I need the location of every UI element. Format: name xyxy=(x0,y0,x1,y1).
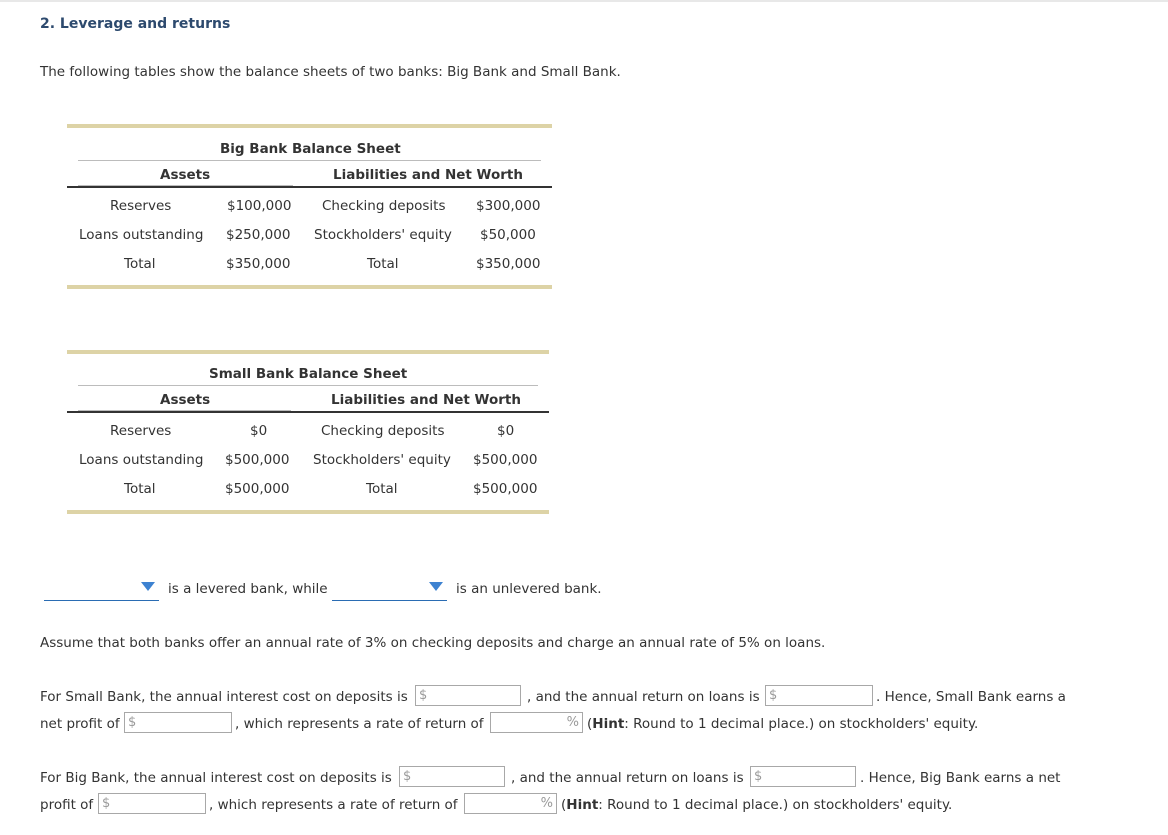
dollar-prefix: $ xyxy=(769,688,778,703)
row-total-label: Total xyxy=(124,481,156,497)
hint-open: ( xyxy=(561,797,567,813)
table-caption: Big Bank Balance Sheet xyxy=(220,141,401,157)
small-bank-q-text-2: , and the annual return on loans is xyxy=(527,689,760,705)
big-bank-rate-of-return-input[interactable] xyxy=(464,793,557,814)
chevron-down-icon xyxy=(429,582,443,591)
row-liab-total-label: Total xyxy=(366,481,398,497)
table-caption: Small Bank Balance Sheet xyxy=(209,366,408,382)
small-bank-hint xyxy=(587,716,978,732)
small-bank-q-text-1: For Small Bank, the annual interest cost on deposits is xyxy=(40,689,408,705)
row-total-label: Total xyxy=(124,256,156,272)
small-bank-rate-of-return-input[interactable] xyxy=(490,712,583,733)
table-top-rule xyxy=(67,124,552,128)
row-equity-value: $50,000 xyxy=(480,227,536,243)
big-bank-net-profit-input[interactable] xyxy=(98,793,206,814)
row-total-value: $350,000 xyxy=(226,256,291,272)
unlevered-text: is an unlevered bank. xyxy=(456,581,602,597)
table-bottom-rule xyxy=(67,285,552,289)
big-bank-net-profit-field[interactable] xyxy=(112,794,204,813)
dollar-prefix: $ xyxy=(754,769,763,784)
row-checking-label: Checking deposits xyxy=(322,198,446,214)
big-bank-rate-of-return-field[interactable] xyxy=(468,794,542,813)
big-bank-loan-return-field[interactable] xyxy=(764,767,854,786)
dollar-prefix: $ xyxy=(419,688,428,703)
row-equity-label: Stockholders' equity xyxy=(313,452,451,468)
row-liab-total-value: $500,000 xyxy=(473,481,538,497)
assets-header: Assets xyxy=(160,392,211,408)
row-checking-value: $300,000 xyxy=(476,198,541,214)
row-loans-value: $250,000 xyxy=(226,227,291,243)
row-liab-total-value: $350,000 xyxy=(476,256,541,272)
small-bank-loan-return-input[interactable] xyxy=(765,685,873,706)
intro-text: The following tables show the balance sheets of two banks: Big Bank and Small Bank. xyxy=(40,64,621,80)
header-rule xyxy=(67,186,552,188)
small-bank-q-text-3: . Hence, Small Bank earns a xyxy=(876,689,1066,705)
row-loans-label: Loans outstanding xyxy=(79,452,204,468)
assumption-text: Assume that both banks offer an annual rate of 3% on checking deposits and charge an annual rate of 5% on loans. xyxy=(40,635,826,651)
big-bank-deposit-cost-input[interactable] xyxy=(399,766,505,787)
percent-suffix: % xyxy=(540,796,553,811)
question-title: 2. Leverage and returns xyxy=(40,16,231,32)
liabilities-header: Liabilities and Net Worth xyxy=(331,392,521,408)
levered-text: is a levered bank, while xyxy=(168,581,328,597)
big-bank-q-text-4: profit of xyxy=(40,797,94,813)
row-loans-value: $500,000 xyxy=(225,452,290,468)
row-checking-label: Checking deposits xyxy=(321,423,445,439)
row-total-value: $500,000 xyxy=(225,481,290,497)
hint-label: Hint xyxy=(592,716,625,732)
row-equity-value: $500,000 xyxy=(473,452,538,468)
row-checking-value: $0 xyxy=(497,423,515,439)
small-bank-rate-of-return-field[interactable] xyxy=(494,713,568,732)
hint-text: : Round to 1 decimal place.) on stockholders' equity. xyxy=(624,716,979,732)
big-bank-deposit-cost-field[interactable] xyxy=(413,767,503,786)
chevron-down-icon xyxy=(141,582,155,591)
row-liab-total-label: Total xyxy=(367,256,399,272)
dollar-prefix: $ xyxy=(403,769,412,784)
levered-bank-dropdown[interactable] xyxy=(44,580,159,601)
row-reserves-label: Reserves xyxy=(110,423,172,439)
caption-underline xyxy=(78,385,538,386)
percent-suffix: % xyxy=(566,715,579,730)
caption-underline xyxy=(78,160,541,161)
small-bank-deposit-cost-field[interactable] xyxy=(429,686,519,705)
small-bank-net-profit-field[interactable] xyxy=(138,713,230,732)
small-bank-loan-return-field[interactable] xyxy=(779,686,871,705)
dollar-prefix: $ xyxy=(128,715,137,730)
assets-header: Assets xyxy=(160,167,211,183)
header-rule xyxy=(67,411,549,413)
hint-open: ( xyxy=(587,716,593,732)
big-bank-q-text-1: For Big Bank, the annual interest cost on deposits is xyxy=(40,770,392,786)
big-bank-q-text-3: . Hence, Big Bank earns a net xyxy=(860,770,1061,786)
row-reserves-label: Reserves xyxy=(110,198,172,214)
hint-text: : Round to 1 decimal place.) on stockholders' equity. xyxy=(598,797,953,813)
hint-label: Hint xyxy=(566,797,599,813)
big-bank-q-text-2: , and the annual return on loans is xyxy=(511,770,744,786)
big-bank-hint xyxy=(561,797,952,813)
table-top-rule xyxy=(67,350,549,354)
row-loans-label: Loans outstanding xyxy=(79,227,204,243)
small-bank-deposit-cost-input[interactable] xyxy=(415,685,521,706)
small-bank-net-profit-input[interactable] xyxy=(124,712,232,733)
top-border xyxy=(0,0,1168,2)
liabilities-header: Liabilities and Net Worth xyxy=(333,167,523,183)
row-reserves-value: $0 xyxy=(250,423,268,439)
small-bank-q-text-4: net profit of xyxy=(40,716,120,732)
unlevered-bank-dropdown[interactable] xyxy=(332,580,447,601)
big-bank-loan-return-input[interactable] xyxy=(750,766,856,787)
small-bank-q-text-5: , which represents a rate of return of xyxy=(235,716,484,732)
row-reserves-value: $100,000 xyxy=(227,198,292,214)
dollar-prefix: $ xyxy=(102,796,111,811)
row-equity-label: Stockholders' equity xyxy=(314,227,452,243)
table-bottom-rule xyxy=(67,510,549,514)
big-bank-q-text-5: , which represents a rate of return of xyxy=(209,797,458,813)
